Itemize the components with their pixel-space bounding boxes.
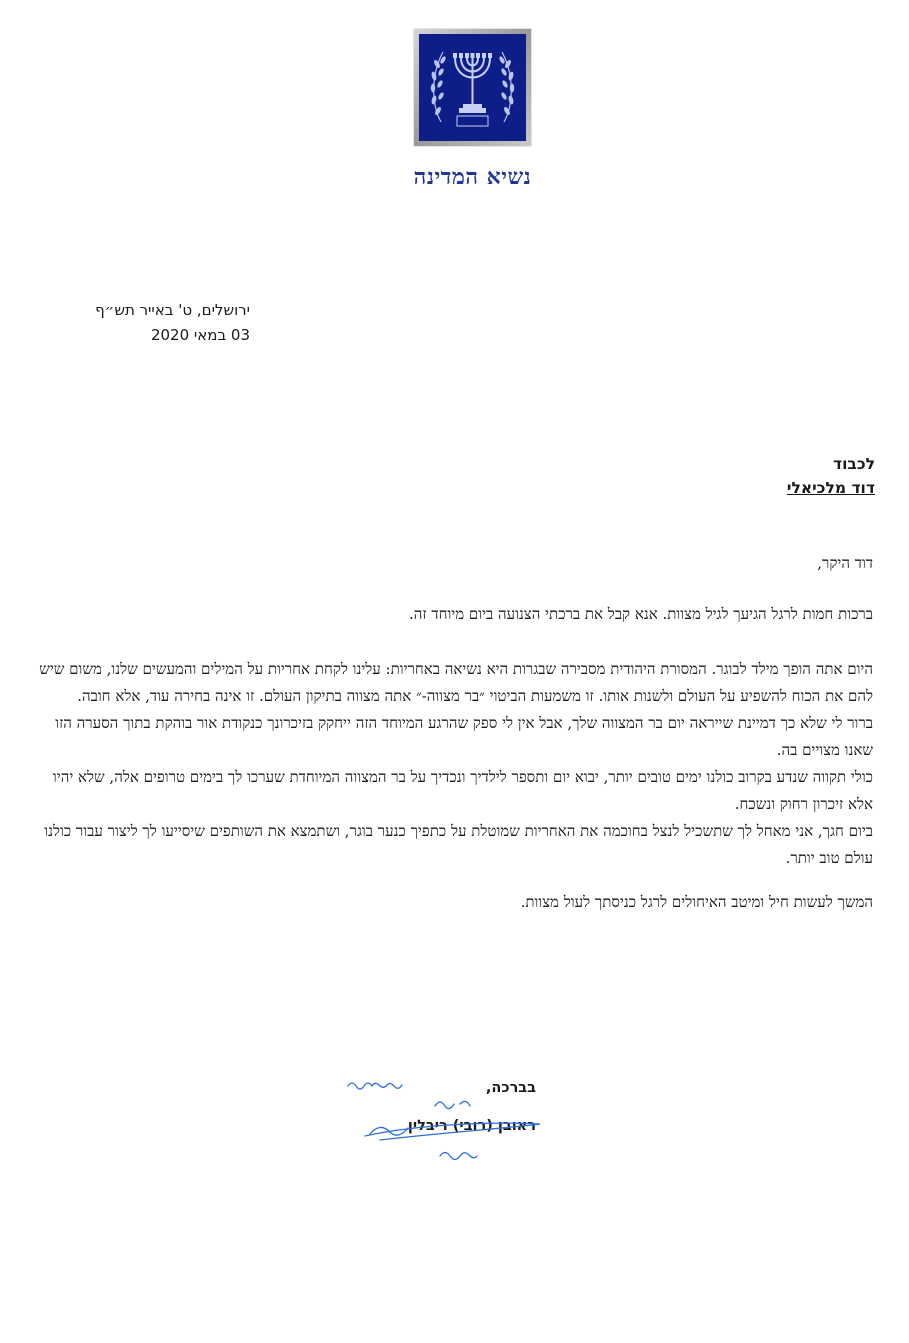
recipient-honorific: לכבוד <box>832 455 875 473</box>
handwritten-signature <box>340 1076 570 1166</box>
gregorian-date: 03 במאי 2020 <box>150 326 250 344</box>
closing-line: המשך לעשות חיל ומיטב האיחולים לרגל כניסתך לעול מצוות. <box>520 893 873 911</box>
paragraph-adulthood: היום אתה הופך מילד לבוגר. המסורת היהודית מסבירה שבגרות היא נשיאה באחריות: עלינו לקחת אחריות על המילים והמעשים שלנו, משום שיש להם את הכוח להשפיע על העולם ולשנות אותו. זו משמעות הביטוי ״בר מצווה-״ אתה מצווה בתיקון העולם. זו אינה בחירה עוד, אלא חובה. <box>39 660 873 705</box>
paragraph-wish: ביום חגך, אני מאחל לך שתשכיל לנצל בחוכמה את האחריות שמוטלת על כתפיך כנער בוגר, ושתמצא את השותפים שיסייעו לך ליצור עבור כולנו עולם טוב יותר. <box>44 822 873 867</box>
blessing-line: ברכות חמות לרגל הגיעך לגיל מצוות. אנא קבל את ברכתי הצנועה ביום מיוחד זה. <box>409 605 873 623</box>
paragraph-hope: כולי תקווה שנדע בקרוב כולנו ימים טובים יותר, יבוא יום ותספר לילדיך ונכדיך על בר המצווה המיוחדת שערכו לך בימים טרופים אלה, שלא יהיו אלא זיכרון רחוק ונשכח. <box>52 768 873 813</box>
signature-name: ראובן (רובי) ריבלין <box>407 1118 536 1134</box>
signature-regards: בברכה, <box>485 1080 536 1096</box>
recipient-block <box>620 452 875 500</box>
recipient-name: דוד מלכיאלי <box>786 479 875 497</box>
signature-block <box>340 1076 570 1166</box>
emblem-menorah-icon <box>419 34 526 141</box>
letter-body <box>35 553 873 912</box>
date-block <box>30 298 250 348</box>
salutation: דוד היקר, <box>817 554 873 572</box>
state-emblem <box>414 29 531 146</box>
institution-title: נשיא המדינה <box>413 164 532 190</box>
hebrew-date: ירושלים, ט' באייר תש״ף <box>95 301 250 319</box>
paragraph-memory: ברור לי שלא כך דמיינת שייראה יום בר המצווה שלך, אבל אין לי ספק שהרגע המיוחד הזה ייחקק בזיכרונך כנקודת אור בוהקת בתוך הסערה הזו שאנו מצויים בה. <box>55 714 873 759</box>
